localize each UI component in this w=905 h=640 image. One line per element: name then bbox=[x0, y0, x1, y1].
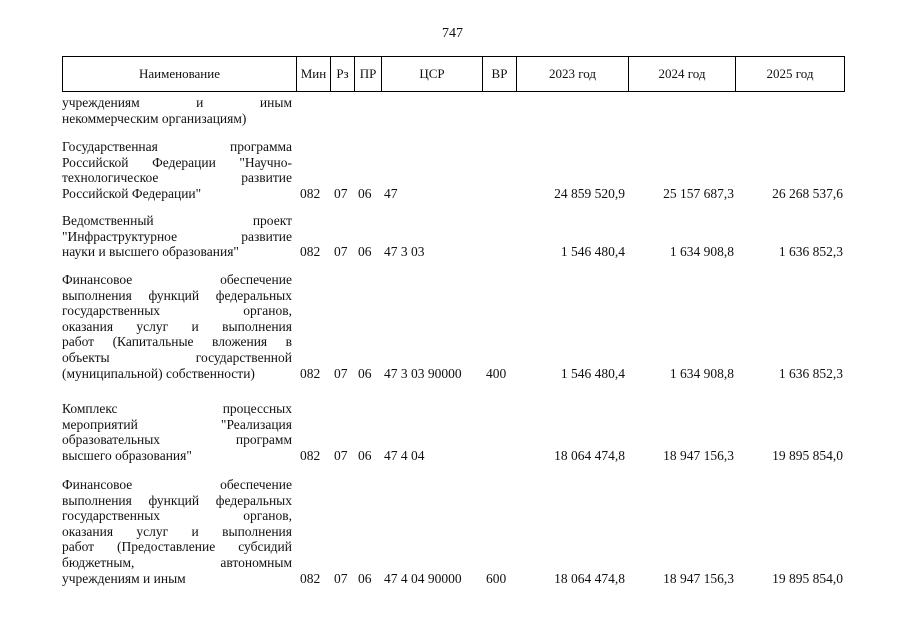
row-pr: 06 bbox=[358, 185, 372, 201]
row-2023: 18 064 474,8 bbox=[554, 570, 625, 586]
row-csr: 47 3 03 90000 bbox=[384, 365, 462, 381]
row-pr: 06 bbox=[358, 244, 372, 260]
row-rz: 07 bbox=[334, 570, 348, 586]
header-vr: ВР bbox=[491, 66, 508, 81]
row-name-line: государственных органов, bbox=[62, 508, 292, 524]
row-name bbox=[62, 139, 292, 201]
row-csr: 47 4 04 bbox=[384, 447, 425, 463]
row-name-line: Российской Федерации" bbox=[62, 185, 202, 201]
row-name-line: оказания услуг и выполнения bbox=[62, 318, 292, 334]
table-row bbox=[62, 213, 845, 260]
row-name-line: высшего образования" bbox=[62, 447, 192, 463]
row-min: 082 bbox=[300, 185, 321, 201]
row-name-line: выполнения функций федеральных bbox=[62, 492, 292, 508]
row-rz: 07 bbox=[334, 447, 348, 463]
table-row bbox=[62, 401, 845, 463]
table-row bbox=[62, 477, 845, 586]
header-pr: ПР bbox=[359, 66, 377, 81]
row-name bbox=[62, 477, 292, 586]
row-name-line: (муниципальной) собственности) bbox=[62, 365, 255, 381]
row-2023: 24 859 520,9 bbox=[554, 185, 625, 201]
row-2024: 1 634 908,8 bbox=[669, 244, 734, 260]
row-name bbox=[62, 272, 292, 381]
row-name-line: науки и высшего образования" bbox=[62, 244, 239, 260]
row-name-line: мероприятий "Реализация bbox=[62, 416, 292, 432]
row-2025: 1 636 852,3 bbox=[778, 365, 843, 381]
row-2025: 19 895 854,0 bbox=[772, 570, 843, 586]
row-name-line: оказания услуг и выполнения bbox=[62, 523, 292, 539]
row-2024: 25 157 687,3 bbox=[663, 185, 734, 201]
row-name-line: образовательных программ bbox=[62, 432, 292, 448]
header-2023: 2023 год bbox=[549, 66, 596, 81]
table-header bbox=[62, 56, 845, 92]
row-2024: 18 947 156,3 bbox=[663, 447, 734, 463]
row-csr: 47 bbox=[384, 185, 398, 201]
row-min: 082 bbox=[300, 447, 321, 463]
row-name-line: государственных органов, bbox=[62, 303, 292, 319]
row-name-line: учреждениям и иным bbox=[62, 95, 292, 110]
row-min: 082 bbox=[300, 570, 321, 586]
row-name-line: Финансовое обеспечение bbox=[62, 272, 292, 287]
row-pr: 06 bbox=[358, 365, 372, 381]
row-2023: 1 546 480,4 bbox=[560, 365, 625, 381]
header-min: Мин bbox=[300, 66, 327, 81]
row-name-line: работ (Капитальные вложения в bbox=[62, 334, 292, 350]
row-name-line: Комплекс процессных bbox=[62, 401, 292, 416]
row-2025: 26 268 537,6 bbox=[772, 185, 843, 201]
row-2025: 1 636 852,3 bbox=[778, 244, 843, 260]
header-name: Наименование bbox=[139, 66, 220, 81]
table-row bbox=[62, 272, 845, 381]
row-2024: 18 947 156,3 bbox=[663, 570, 734, 586]
row-name bbox=[62, 213, 292, 260]
header-2024: 2024 год bbox=[658, 66, 706, 81]
row-name-line: выполнения функций федеральных bbox=[62, 287, 292, 303]
row-min: 082 bbox=[300, 244, 321, 260]
row-name-line: бюджетным, автономным bbox=[62, 554, 292, 570]
row-pr: 06 bbox=[358, 447, 372, 463]
page-number: 747 bbox=[442, 26, 463, 41]
row-pr: 06 bbox=[358, 570, 372, 586]
row-name-line: Ведомственный проект bbox=[62, 213, 292, 228]
header-rz: Рз bbox=[336, 66, 349, 81]
header-2025: 2025 год bbox=[766, 66, 814, 81]
row-2025: 19 895 854,0 bbox=[772, 447, 843, 463]
row-name-line: работ (Предоставление субсидий bbox=[62, 539, 292, 555]
table-row bbox=[62, 95, 845, 126]
row-name-line: технологическое развитие bbox=[62, 170, 292, 186]
row-name-line: учреждениям и иным bbox=[62, 570, 186, 586]
row-rz: 07 bbox=[334, 185, 348, 201]
row-2024: 1 634 908,8 bbox=[669, 365, 734, 381]
row-csr: 47 4 04 90000 bbox=[384, 570, 462, 586]
row-rz: 07 bbox=[334, 365, 348, 381]
row-name-line: Российской Федерации "Научно- bbox=[62, 154, 292, 170]
row-rz: 07 bbox=[334, 244, 348, 260]
row-name-line: Государственная программа bbox=[62, 139, 292, 154]
row-min: 082 bbox=[300, 365, 321, 381]
row-name-line: объекты государственной bbox=[62, 349, 292, 365]
row-vr: 400 bbox=[486, 365, 507, 381]
row-name-line: некоммерческим организациям) bbox=[62, 110, 247, 126]
row-name bbox=[62, 95, 292, 126]
row-csr: 47 3 03 bbox=[384, 244, 425, 260]
row-vr: 600 bbox=[486, 570, 507, 586]
table-row bbox=[62, 139, 845, 201]
row-name-line: Финансовое обеспечение bbox=[62, 477, 292, 492]
row-2023: 18 064 474,8 bbox=[554, 447, 625, 463]
row-name-line: "Инфраструктурное развитие bbox=[62, 228, 292, 244]
row-2023: 1 546 480,4 bbox=[560, 244, 625, 260]
row-name bbox=[62, 401, 292, 463]
header-csr: ЦСР bbox=[419, 66, 445, 81]
